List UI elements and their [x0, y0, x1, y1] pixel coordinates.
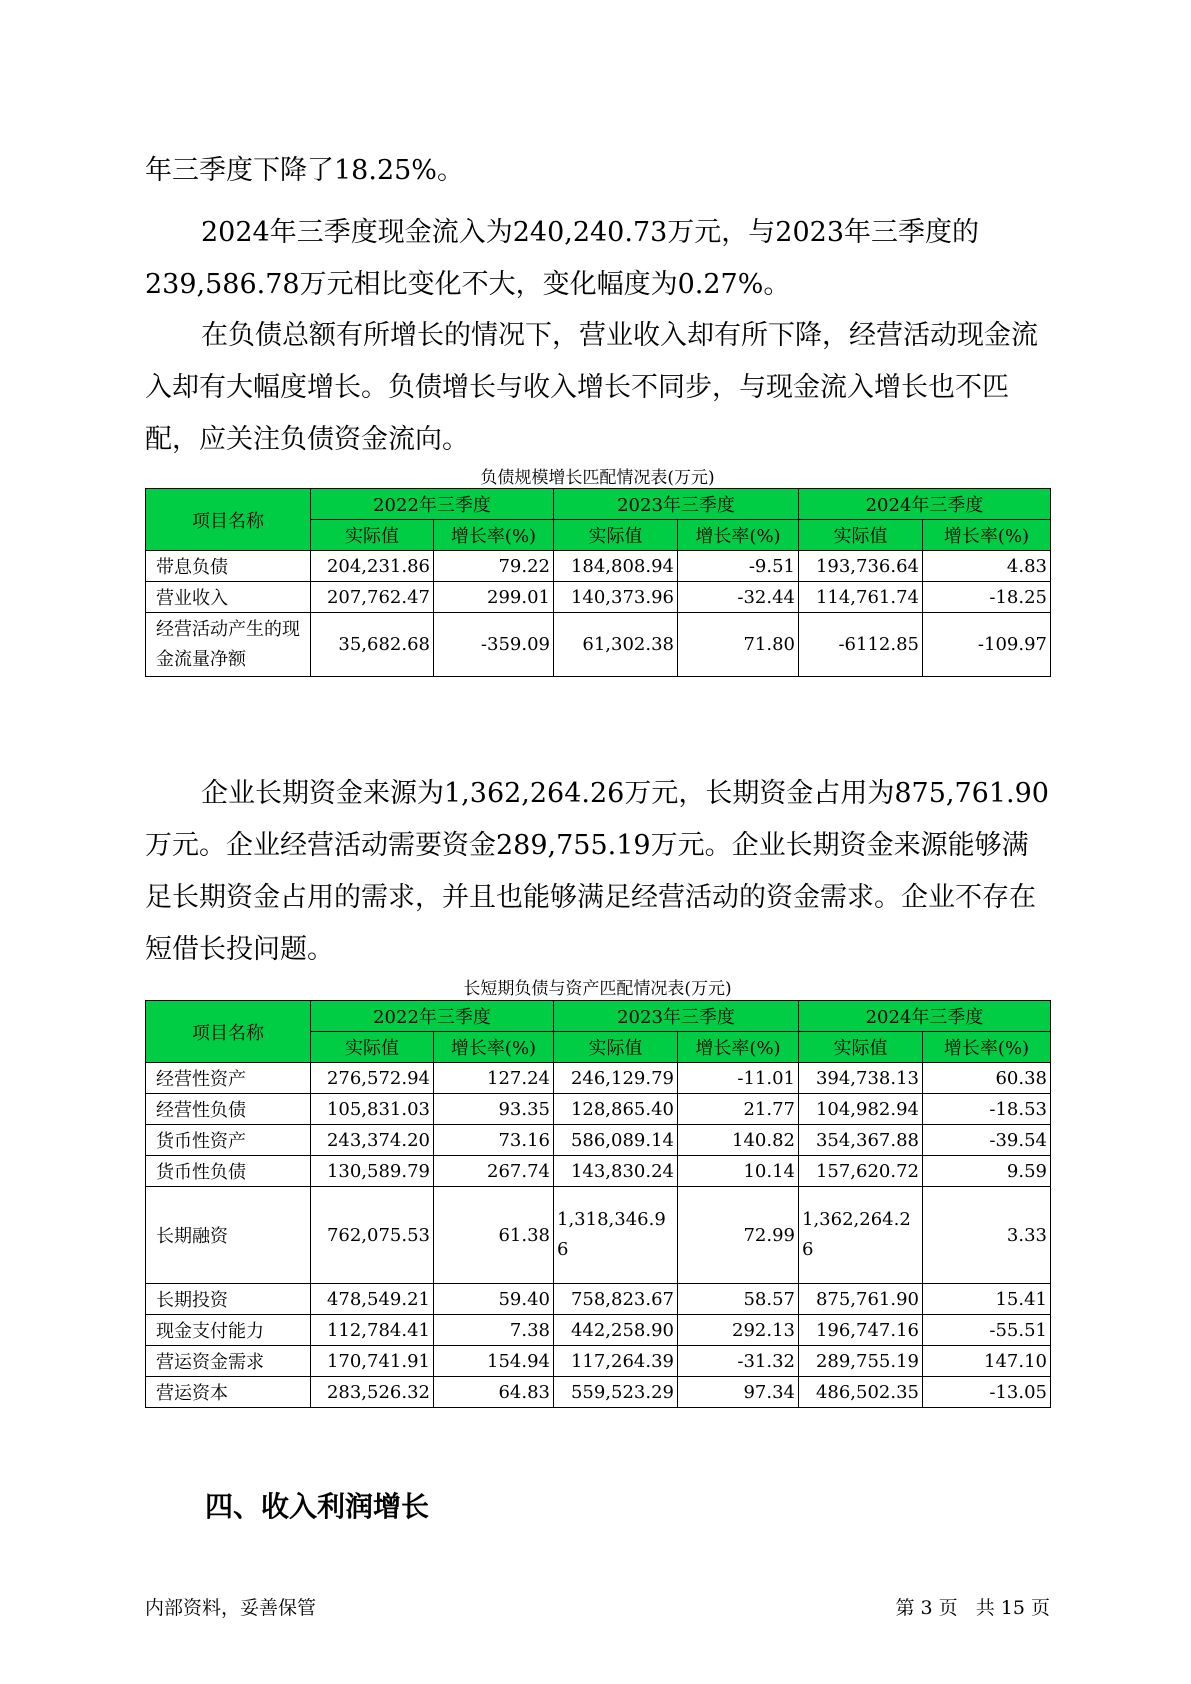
cell-value: 79.22: [434, 551, 554, 582]
row-label: 货币性资产: [146, 1125, 311, 1156]
cell-value: 114,761.74: [799, 582, 923, 613]
cell-value: 64.83: [434, 1377, 554, 1408]
table-row: [146, 1315, 1051, 1346]
cell-value: 147.10: [923, 1346, 1051, 1377]
table-row: [146, 582, 1051, 613]
row-label: 经营性负债: [146, 1094, 311, 1125]
cell-value: 73.16: [434, 1125, 554, 1156]
cell-value: 140,373.96: [554, 582, 678, 613]
cell-value: 127.24: [434, 1063, 554, 1094]
cell-value: -18.53: [923, 1094, 1051, 1125]
header-item-name: 项目名称: [146, 1001, 311, 1063]
table-row: [146, 1063, 1051, 1094]
header-period: 2024年三季度: [799, 489, 1051, 520]
table-row: [146, 1187, 1051, 1284]
header-actual: 实际值: [311, 520, 434, 551]
table-row: [146, 1094, 1051, 1125]
cell-value: 478,549.21: [311, 1284, 434, 1315]
row-label: 经营活动产生的现金流量净额: [146, 613, 311, 677]
header-period: 2022年三季度: [311, 1001, 554, 1032]
liability-asset-match-table: [145, 1000, 1051, 1408]
row-label: 长期融资: [146, 1187, 311, 1284]
header-actual: 实际值: [554, 1032, 678, 1063]
cell-value: -32.44: [678, 582, 799, 613]
header-growth: 增长率(%): [923, 520, 1051, 551]
cell-value: 292.13: [678, 1315, 799, 1346]
cell-value: 128,865.40: [554, 1094, 678, 1125]
row-label: 现金支付能力: [146, 1315, 311, 1346]
table-row: [146, 613, 1051, 677]
cell-value: 117,264.39: [554, 1346, 678, 1377]
cell-value: -13.05: [923, 1377, 1051, 1408]
cell-value: 15.41: [923, 1284, 1051, 1315]
footer-page-number: 第 3 页 共 15 页: [895, 1597, 1050, 1619]
paragraph-debt-analysis: 在负债总额有所增长的情况下，营业收入却有所下降，经营活动现金流入却有大幅度增长。负债增长与收入增长不同步，与现金流入增长也不匹配，应关注负债资金流向。: [145, 320, 1038, 455]
cell-value: 442,258.90: [554, 1315, 678, 1346]
cell-value: 243,374.20: [311, 1125, 434, 1156]
row-label: 带息负债: [146, 551, 311, 582]
paragraph-cash-inflow: 2024年三季度现金流入为240,240.73万元，与2023年三季度的239,586.78万元相比变化不大，变化幅度为0.27%。: [145, 217, 980, 300]
paragraph-continuation: 年三季度下降了18.25%。: [145, 155, 464, 186]
header-growth: 增长率(%): [678, 1032, 799, 1063]
header-period: 2023年三季度: [554, 489, 799, 520]
footer-confidential: 内部资料，妥善保管: [145, 1597, 317, 1619]
row-label: 营运资本: [146, 1377, 311, 1408]
section-heading: 四、收入利润增长: [205, 1490, 430, 1523]
cell-value: 184,808.94: [554, 551, 678, 582]
header-actual: 实际值: [311, 1032, 434, 1063]
cell-value: -18.25: [923, 582, 1051, 613]
header-period: 2024年三季度: [799, 1001, 1051, 1032]
cell-value: 61,302.38: [554, 613, 678, 677]
row-label: 长期投资: [146, 1284, 311, 1315]
cell-value: 97.34: [678, 1377, 799, 1408]
cell-value: 559,523.29: [554, 1377, 678, 1408]
cell-value: 71.80: [678, 613, 799, 677]
cell-value: -359.09: [434, 613, 554, 677]
header-period: 2022年三季度: [311, 489, 554, 520]
cell-value: 72.99: [678, 1187, 799, 1284]
cell-value: 586,089.14: [554, 1125, 678, 1156]
cell-value: 196,747.16: [799, 1315, 923, 1346]
cell-value: 140.82: [678, 1125, 799, 1156]
cell-value: -39.54: [923, 1125, 1051, 1156]
table-row: [146, 1156, 1051, 1187]
row-label: 营业收入: [146, 582, 311, 613]
cell-value: -55.51: [923, 1315, 1051, 1346]
cell-value: 93.35: [434, 1094, 554, 1125]
cell-value: 875,761.90: [799, 1284, 923, 1315]
header-growth: 增长率(%): [678, 520, 799, 551]
paragraph-long-term-funds: 企业长期资金来源为1,362,264.26万元，长期资金占用为875,761.90万元。企业经营活动需要资金289,755.19万元。企业长期资金来源能够满足长期资金占用的需求，并且也能够满足经营活动的资金需求。企业不存在短借长投问题。: [145, 778, 1049, 965]
cell-value: 267.74: [434, 1156, 554, 1187]
cell-value: 354,367.88: [799, 1125, 923, 1156]
cell-value: 4.83: [923, 551, 1051, 582]
header-actual: 实际值: [554, 520, 678, 551]
header-actual: 实际值: [799, 520, 923, 551]
header-growth: 增长率(%): [434, 520, 554, 551]
cell-value: 486,502.35: [799, 1377, 923, 1408]
cell-value: -9.51: [678, 551, 799, 582]
debt-growth-table: [145, 488, 1051, 677]
cell-value: 104,982.94: [799, 1094, 923, 1125]
cell-value: -11.01: [678, 1063, 799, 1094]
header-growth: 增长率(%): [434, 1032, 554, 1063]
cell-value: 112,784.41: [311, 1315, 434, 1346]
table-row: [146, 551, 1051, 582]
cell-value: 59.40: [434, 1284, 554, 1315]
cell-value: 154.94: [434, 1346, 554, 1377]
header-period: 2023年三季度: [554, 1001, 799, 1032]
cell-value: 10.14: [678, 1156, 799, 1187]
cell-value: 58.57: [678, 1284, 799, 1315]
cell-value: 7.38: [434, 1315, 554, 1346]
cell-value: -6112.85: [799, 613, 923, 677]
table1-caption: 负债规模增长匹配情况表(万元): [480, 468, 715, 488]
cell-value: 207,762.47: [311, 582, 434, 613]
cell-value: 1,318,346.96: [554, 1187, 678, 1284]
cell-value: 105,831.03: [311, 1094, 434, 1125]
table-row: [146, 1377, 1051, 1408]
cell-value: 61.38: [434, 1187, 554, 1284]
cell-value: 130,589.79: [311, 1156, 434, 1187]
cell-value: 21.77: [678, 1094, 799, 1125]
cell-value: 762,075.53: [311, 1187, 434, 1284]
cell-value: 60.38: [923, 1063, 1051, 1094]
cell-value: 246,129.79: [554, 1063, 678, 1094]
table-row: [146, 1125, 1051, 1156]
row-label: 货币性负债: [146, 1156, 311, 1187]
cell-value: 3.33: [923, 1187, 1051, 1284]
cell-value: 289,755.19: [799, 1346, 923, 1377]
row-label: 营运资金需求: [146, 1346, 311, 1377]
cell-value: 170,741.91: [311, 1346, 434, 1377]
cell-value: 143,830.24: [554, 1156, 678, 1187]
cell-value: 193,736.64: [799, 551, 923, 582]
cell-value: 204,231.86: [311, 551, 434, 582]
table-row: [146, 1346, 1051, 1377]
cell-value: -109.97: [923, 613, 1051, 677]
cell-value: 157,620.72: [799, 1156, 923, 1187]
header-growth: 增长率(%): [923, 1032, 1051, 1063]
table2-caption: 长短期负债与资产匹配情况表(万元): [463, 979, 732, 999]
cell-value: 35,682.68: [311, 613, 434, 677]
cell-value: 283,526.32: [311, 1377, 434, 1408]
header-item-name: 项目名称: [146, 489, 311, 551]
cell-value: 1,362,264.26: [799, 1187, 923, 1284]
header-actual: 实际值: [799, 1032, 923, 1063]
table-row: [146, 1284, 1051, 1315]
cell-value: 9.59: [923, 1156, 1051, 1187]
cell-value: 394,738.13: [799, 1063, 923, 1094]
cell-value: 276,572.94: [311, 1063, 434, 1094]
cell-value: -31.32: [678, 1346, 799, 1377]
cell-value: 758,823.67: [554, 1284, 678, 1315]
cell-value: 299.01: [434, 582, 554, 613]
row-label: 经营性资产: [146, 1063, 311, 1094]
